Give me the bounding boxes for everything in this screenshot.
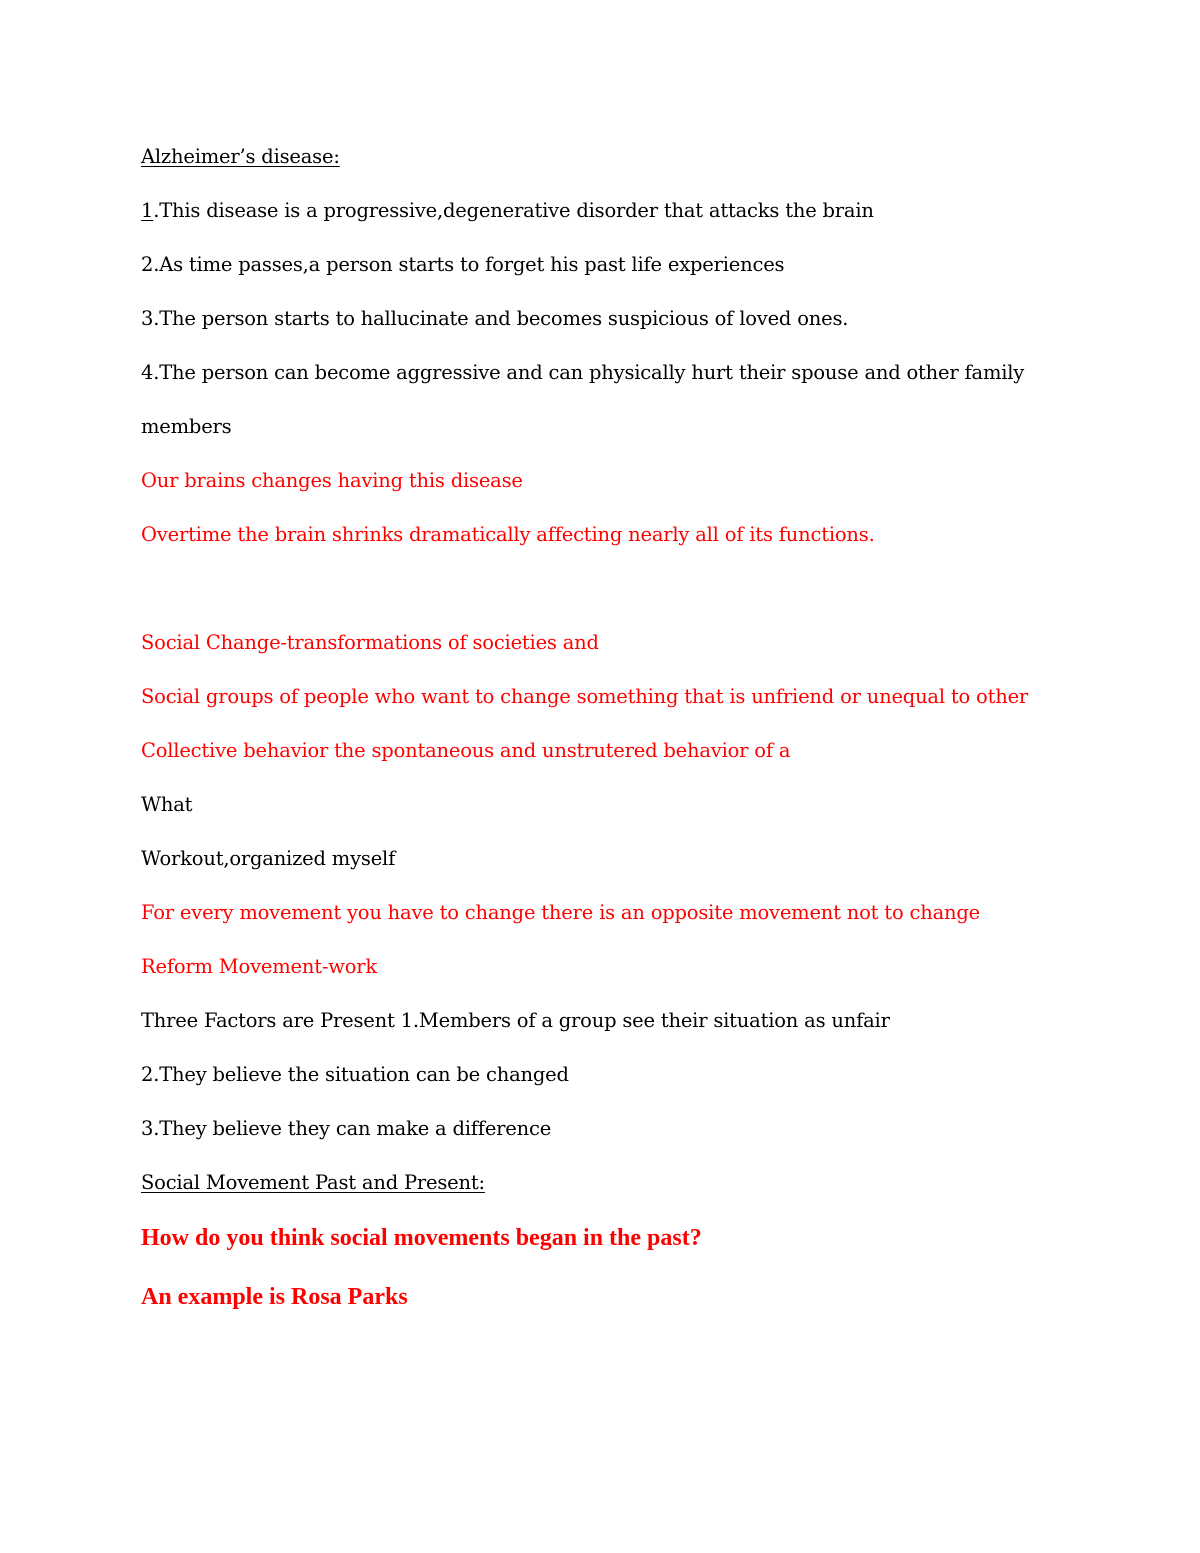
list-item-4-continued: members: [141, 415, 232, 438]
list-item-3: 3.The person starts to hallucinate and becomes suspicious of loved ones.: [141, 307, 849, 330]
list-number: 1: [141, 199, 154, 222]
note-reform-movement: Reform Movement-work: [141, 955, 378, 978]
text-what: What: [141, 793, 193, 816]
factor-1: Three Factors are Present 1.Members of a group see their situation as unfair: [141, 1009, 890, 1032]
note-social-groups: Social groups of people who want to change something that is unfriend or unequal to other: [141, 685, 1029, 708]
factor-3: 3.They believe they can make a difference: [141, 1117, 552, 1140]
note-social-change: Social Change-transformations of societies and: [141, 631, 599, 654]
note-opposite-movement: For every movement you have to change there is an opposite movement not to change: [141, 901, 980, 924]
text-workout: Workout,organized myself: [141, 847, 396, 870]
list-item-2: 2.As time passes,a person starts to forget his past life experiences: [141, 253, 785, 276]
list-item-4: 4.The person can become aggressive and can physically hurt their spouse and other family: [141, 361, 1025, 384]
note-collective-behavior: Collective behavior the spontaneous and unstrutered behavior of a: [141, 739, 791, 762]
question-social-movements: How do you think social movements began in the past?: [141, 1225, 702, 1251]
note-brain-shrinks: Overtime the brain shrinks dramatically affecting nearly all of its functions.: [141, 523, 875, 546]
example-rosa-parks: An example is Rosa Parks: [141, 1284, 408, 1310]
heading-alzheimers: Alzheimer’s disease:: [141, 145, 340, 168]
factor-2: 2.They believe the situation can be changed: [141, 1063, 569, 1086]
heading-social-movement: Social Movement Past and Present:: [141, 1171, 485, 1194]
note-brain-changes: Our brains changes having this disease: [141, 469, 523, 492]
list-item-text: .This disease is a progressive,degenerative disorder that attacks the brain: [153, 199, 874, 222]
list-item-1: [141, 198, 874, 224]
